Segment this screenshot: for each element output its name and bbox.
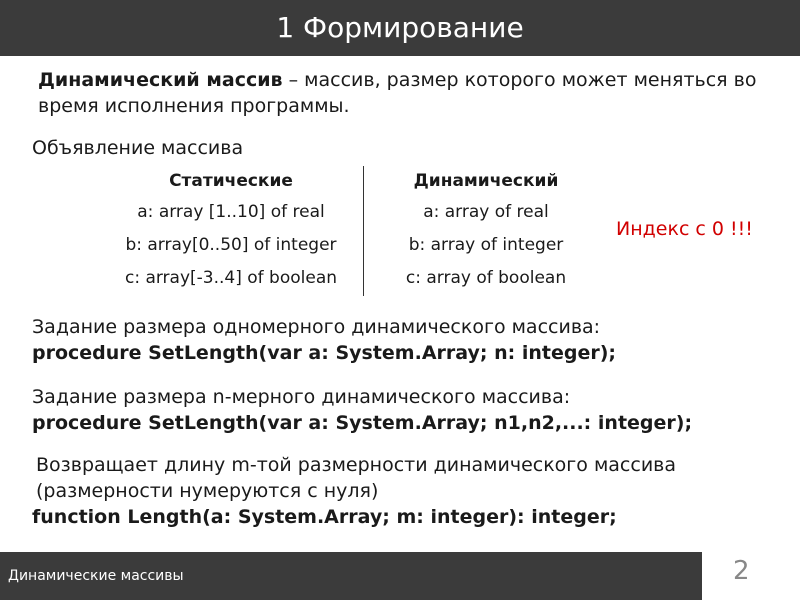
length-function-label: Возвращает длину m-той размерности динамического массива (размерности нумеруются с нуля) xyxy=(36,454,677,502)
dynamic-row: b: array of integer xyxy=(408,235,564,255)
length-function-code: function Length(a: System.Array; m: integer): integer; xyxy=(32,506,617,528)
setlength-nd-block xyxy=(32,384,732,436)
dynamic-column xyxy=(366,166,606,295)
declaration-table xyxy=(100,166,600,296)
definition-paragraph xyxy=(38,67,778,119)
static-row: c: array[-3..4] of boolean xyxy=(124,268,338,288)
static-column xyxy=(100,166,362,295)
footer-title: Динамические массивы xyxy=(0,552,702,600)
setlength-nd-label: Задание размера n-мерного динамического массива: xyxy=(32,386,571,408)
dynamic-row: a: array of real xyxy=(423,202,549,222)
column-divider xyxy=(363,166,364,296)
definition-text: – массив, размер которого может меняться во время исполнения программы. xyxy=(38,69,757,117)
static-column-header: Статические xyxy=(169,171,293,191)
static-row: a: array [1..10] of real xyxy=(137,202,325,222)
dynamic-row: c: array of boolean xyxy=(405,268,567,288)
setlength-1d-label: Задание размера одномерного динамического массива: xyxy=(32,316,601,338)
slide-title: 1 Формирование xyxy=(0,0,800,56)
setlength-nd-code: procedure SetLength(var a: System.Array; n1,n2,...: integer); xyxy=(32,412,693,434)
length-function-block xyxy=(32,452,772,530)
dynamic-column-header: Динамический xyxy=(413,171,559,191)
static-row: b: array[0..50] of integer xyxy=(125,235,337,255)
setlength-1d-code: procedure SetLength(var a: System.Array; n: integer); xyxy=(32,342,616,364)
page-number: 2 xyxy=(733,556,750,586)
declaration-heading: Объявление массива xyxy=(32,137,244,159)
definition-term: Динамический массив xyxy=(38,69,283,91)
setlength-1d-block xyxy=(32,314,772,366)
index-note: Индекс с 0 !!! xyxy=(616,218,753,240)
